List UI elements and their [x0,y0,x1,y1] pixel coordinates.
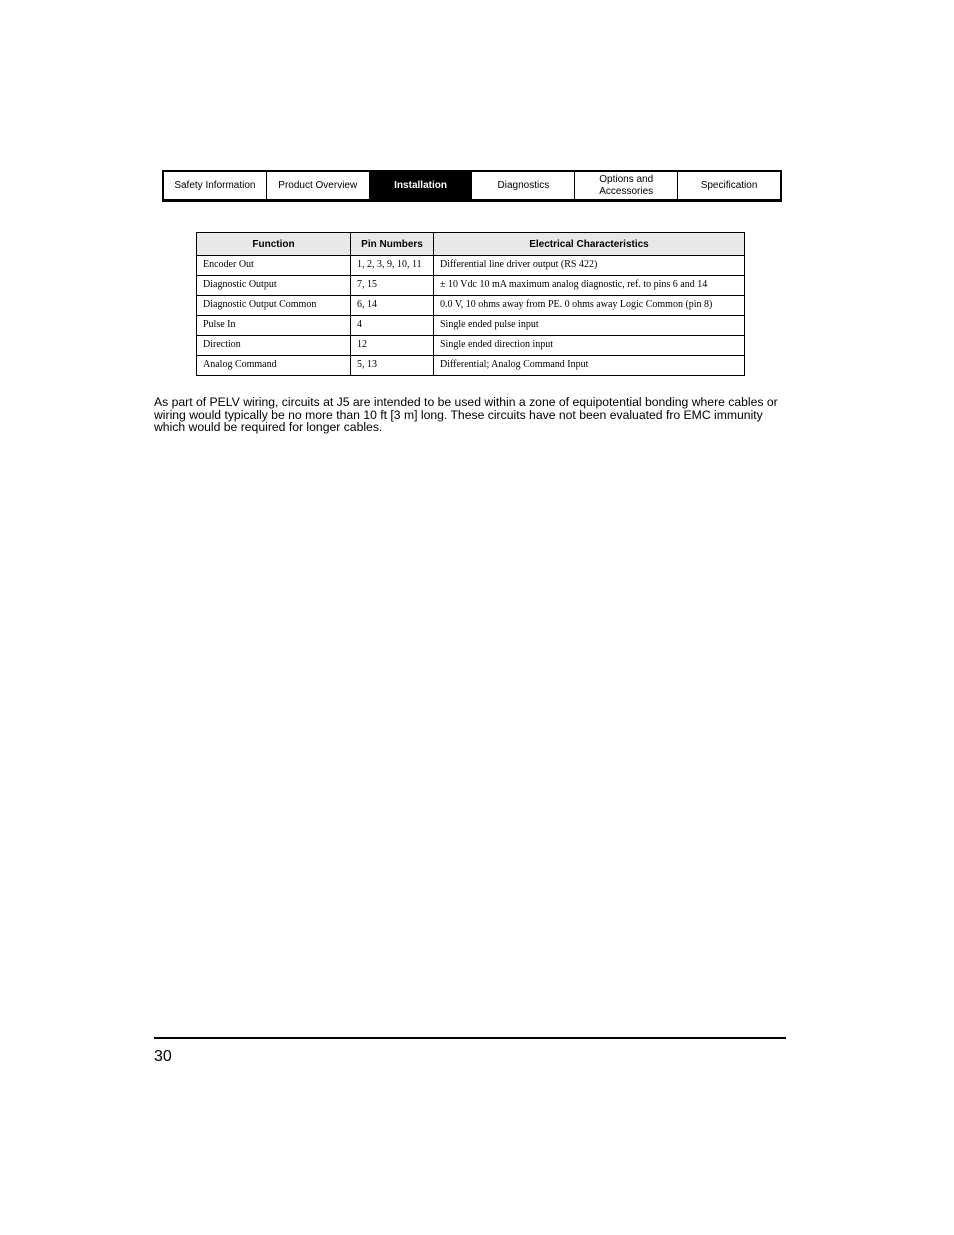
footer-rule [154,1037,786,1039]
pelv-wiring-note: As part of PELV wiring, circuits at J5 are intended to be used within a zone of equipotential bonding where cables or wiring would typically be no more than 10 ft [3 m] long. These circuits have not been evaluated fro EMC immunity which would be required for longer cables. [154,395,778,434]
cell-pins: 12 [351,336,434,356]
cell-pins: 7, 15 [351,276,434,296]
tab-specification[interactable]: Specification [700,179,758,191]
table-row [197,356,745,376]
table-row [197,316,745,336]
cell-function: Encoder Out [197,256,351,276]
cell-pins: 1, 2, 3, 9, 10, 11 [351,256,434,276]
section-nav-bar [162,170,782,202]
tab-diagnostics[interactable]: Diagnostics [472,172,575,199]
cell-function: Diagnostic Output Common [197,296,351,316]
tab-product-overview[interactable]: Product Overview [267,172,370,199]
cell-function: Direction [197,336,351,356]
table-row [197,276,745,296]
table-row [197,336,745,356]
table-row [197,256,745,276]
header-function: Function [197,233,351,256]
tab-installation[interactable]: Installation [370,172,473,199]
tab-options-and-accessories[interactable]: Options and Accessories [575,172,678,199]
header-pin-numbers: Pin Numbers [351,233,434,256]
cell-characteristics: Differential line driver output (RS 422) [434,256,745,276]
cell-function: Diagnostic Output [197,276,351,296]
cell-characteristics: Differential; Analog Command Input [434,356,745,376]
cell-function: Pulse In [197,316,351,336]
page-number: 30 [154,1048,172,1065]
cell-characteristics: Single ended pulse input [434,316,745,336]
tab-safety-information[interactable]: Safety Information [164,172,267,199]
cell-pins: 6, 14 [351,296,434,316]
cell-pins: 5, 13 [351,356,434,376]
table-row [197,296,745,316]
cell-characteristics: Single ended direction input [434,336,745,356]
header-electrical-characteristics: Electrical Characteristics [434,233,745,256]
cell-function: Analog Command [197,356,351,376]
cell-characteristics: ± 10 Vdc 10 mA maximum analog diagnostic, ref. to pins 6 and 14 [434,276,745,296]
table-header-row [197,233,745,256]
cell-pins: 4 [351,316,434,336]
connector-pin-table [196,232,745,376]
cell-characteristics: 0.0 V, 10 ohms away from PE. 0 ohms away Logic Common (pin 8) [434,296,745,316]
